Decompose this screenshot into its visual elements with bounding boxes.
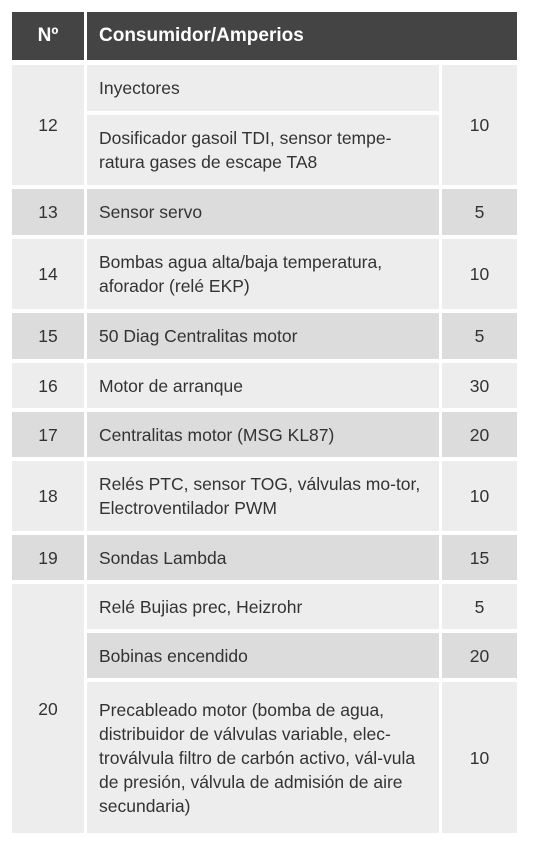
header-title: Consumidor/Amperios	[87, 12, 517, 60]
row-amp: 20	[442, 412, 517, 457]
row-amp: 5	[442, 189, 517, 235]
row-desc: Sondas Lambda	[87, 535, 439, 580]
row-num: 13	[12, 189, 84, 235]
row-num: 14	[12, 239, 84, 309]
row-desc: Bombas agua alta/baja temperatura, aforador (relé EKP)	[87, 239, 439, 309]
row-num: 18	[12, 461, 84, 531]
row-num: 19	[12, 535, 84, 580]
row-amp: 5	[442, 584, 517, 629]
row-desc: Sensor servo	[87, 189, 439, 235]
row-num: 15	[12, 313, 84, 359]
row-desc: Precableado motor (bomba de agua, distribuidor de válvulas variable, elec-troválvula filtro de carbón activo, vál-vula de presión, válvula de admisión de aire secundaria)	[87, 682, 439, 833]
header-num: Nº	[12, 12, 84, 60]
row-amp: 15	[442, 535, 517, 580]
row-amp: 20	[442, 633, 517, 678]
row-desc: 50 Diag Centralitas motor	[87, 313, 439, 359]
row-amp: 10	[442, 65, 517, 185]
row-num: 12	[12, 65, 84, 185]
row-desc: Centralitas motor (MSG KL87)	[87, 412, 439, 457]
row-desc: Dosificador gasoil TDI, sensor tempe-ratura gases de escape TA8	[87, 115, 439, 185]
row-num: 17	[12, 412, 84, 457]
row-amp: 30	[442, 363, 517, 408]
row-amp: 5	[442, 313, 517, 359]
row-amp: 10	[442, 682, 517, 833]
row-desc: Bobinas encendido	[87, 633, 439, 678]
row-desc: Motor de arranque	[87, 363, 439, 408]
row-amp: 10	[442, 239, 517, 309]
row-num: 20	[12, 584, 84, 833]
row-desc: Relé Bujias prec, Heizrohr	[87, 584, 439, 629]
row-desc: Relés PTC, sensor TOG, válvulas mo-tor, Electroventilador PWM	[87, 461, 439, 531]
row-desc: Inyectores	[87, 65, 439, 111]
row-num: 16	[12, 363, 84, 408]
row-amp: 10	[442, 461, 517, 531]
